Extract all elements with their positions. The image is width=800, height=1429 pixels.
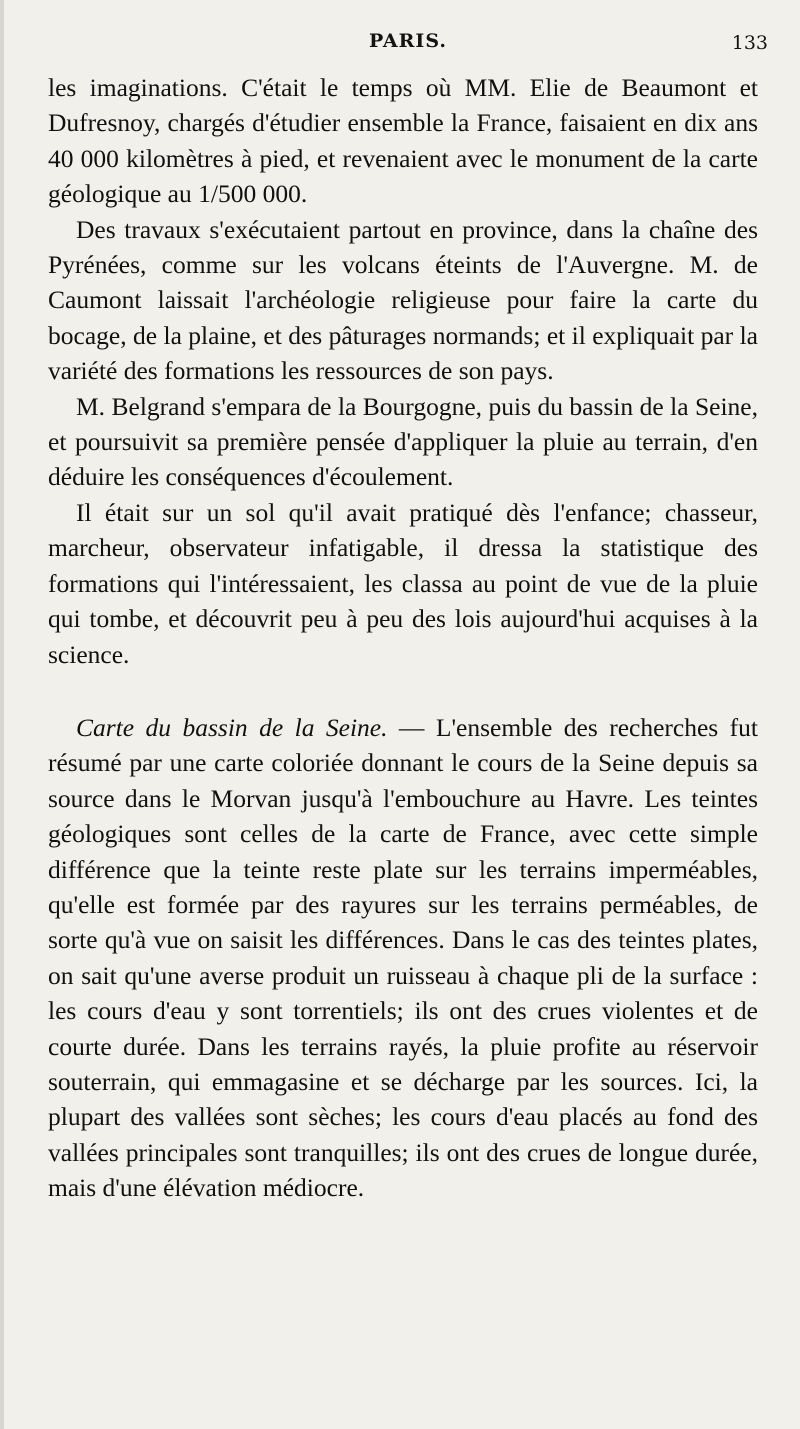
page-number: 133	[731, 32, 768, 54]
page-header	[48, 30, 768, 60]
body-text	[48, 70, 758, 1206]
paragraph-continuation: les imaginations. C'était le temps où MM. Elie de Beaumont et Dufresnoy, chargés d'étudier ensemble la France, faisaient en dix ans 40 000 kilomètres à pied, et revenaient avec le monument de la carte géologique au 1/500 000.	[48, 73, 758, 209]
page-edge	[0, 0, 4, 1429]
paragraph-travaux: Des travaux s'exécutaient partout en province, dans la chaîne des Pyrénées, comme sur les volcans éteints de l'Auvergne. M. de Caumont laissait l'archéologie religieuse pour faire la carte du bocage, de la plaine, et des pâturages normands; et il expliquait par la variété des formations les ressources de son pays.	[48, 214, 758, 386]
section-title: Carte du bassin de la Seine.	[76, 712, 388, 742]
running-title: PARIS.	[369, 30, 447, 52]
section-body: — L'ensemble des recherches fut résumé par une carte coloriée donnant le cours de la Seine depuis sa source dans le Morvan jusqu'à l'embouchure au Havre. Les teintes géologiques sont celles de la carte de France, avec cette simple différence que la teinte reste plate sur les terrains imperméables, qu'elle est formée par des rayures sur les terrains perméables, de sorte qu'à vue on saisit les différences. Dans le cas des teintes plates, on sait qu'une averse produit un ruisseau à chaque pli de la surface : les cours d'eau y sont torrentiels; ils ont des crues violentes et de courte durée. Dans les terrains rayés, la pluie profite au réservoir souterrain, qui emmagasine et se décharge par les sources. Ici, la plupart des vallées sont sèches; les cours d'eau placés au fond des vallées principales sont tranquilles; ils ont des crues de longue durée, mais d'une élévation médiocre.	[48, 712, 758, 1203]
paragraph-belgrand: M. Belgrand s'empara de la Bourgogne, puis du bassin de la Seine, et poursuivit sa première pensée d'appliquer la pluie au terrain, d'en déduire les conséquences d'écoulement.	[48, 391, 758, 492]
paragraph-enfance: Il était sur un sol qu'il avait pratiqué dès l'enfance; chasseur, marcheur, observateur infatigable, il dressa la statistique des formations qui l'intéressaient, les classa au point de vue de la pluie qui tombe, et découvrit peu à peu des lois aujourd'hui acquises à la science.	[48, 497, 758, 669]
paragraph-carte-seine	[48, 710, 758, 1206]
